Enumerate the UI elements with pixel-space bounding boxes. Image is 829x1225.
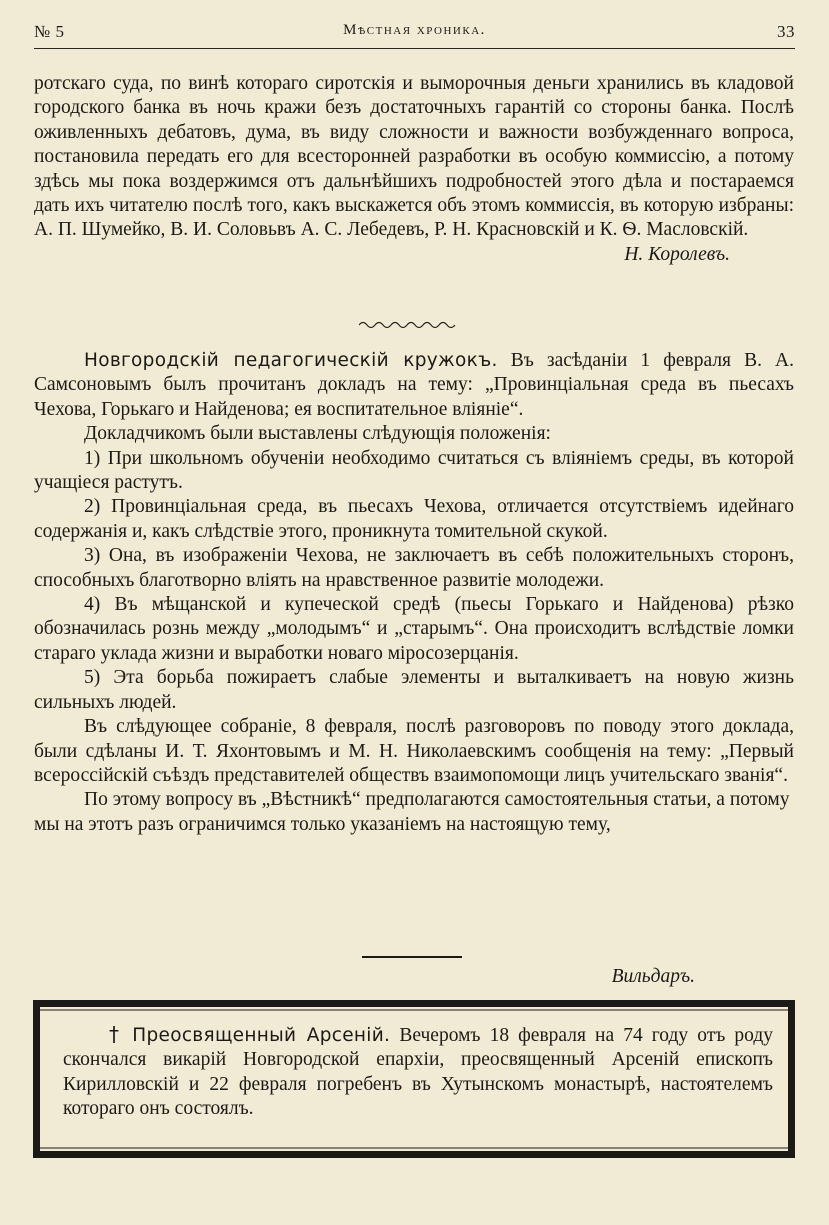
pedagogical-circle-report bbox=[34, 349, 794, 837]
thesis-2: 2) Провинціальная среда, въ пьесахъ Чехова, отличается отсутствіемъ идейнаго содержанія и, какъ слѣдствіе этого, проникнута томительной скукой. bbox=[34, 496, 794, 542]
obituary-heading: Преосвященный Арсеній. bbox=[132, 1025, 391, 1046]
report-intro-text: Въ засѣданіи 1 февраля В. А. Самсоновымъ былъ прочитанъ докладъ на тему: „Провинціальная среда въ пьесахъ Чехова, Горькаго и Найденова; ея воспитательное вліяніе“. bbox=[34, 350, 795, 420]
article-signature: Н. Королевъ. bbox=[624, 243, 730, 265]
report-heading: Новгородскій педагогическій кружокъ. bbox=[84, 350, 498, 371]
next-meeting: Въ слѣдующее собраніе, 8 февраля, послѣ разговоровъ по поводу этого доклада, были сдѣланы И. Т. Яхонтовымъ и М. Н. Николаевскимъ сообщенія на тему: „Первый всероссійскій съѣздъ представителей обществъ взаимопомощи лицъ учительскаго званія“. bbox=[34, 716, 794, 786]
thesis-3: 3) Она, въ изображеніи Чехова, не заключаетъ въ себѣ положительныхъ сторонъ, способныхъ благотворно вліять на нравственное развитіе молодежи. bbox=[34, 545, 794, 591]
wavy-divider bbox=[359, 320, 457, 330]
signature-rule bbox=[362, 956, 462, 958]
section-title: Мѣстная хроника. bbox=[343, 22, 486, 38]
thesis-4: 4) Въ мѣщанской и купеческой средѣ (пьесы Горькаго и Найденова) рѣзко обозначилась рознь между „молодымъ“ и „старымъ“. Она происходитъ вслѣдствіе ломки стараго уклада жизни и выработки новаго міросозерцанія. bbox=[34, 594, 794, 664]
header-rule bbox=[34, 48, 795, 49]
page-number: 33 bbox=[777, 22, 795, 41]
article-text: ротскаго суда, по винѣ котораго сиротскія и выморочныя деньги хранились въ кладовой городского банка въ ночь кражи безъ достаточныхъ гарантій со стороны банка. Послѣ оживленныхъ дебатовъ, дума, въ виду сложности и важности возбужденнаго вопроса, постановила передать его для всесторонней разработки въ особую коммиссію, а потому здѣсь мы пока воздержимся отъ дальнѣйшихъ подробностей этого дѣла и постараемся дать ихъ читателю послѣ того, какъ выскажется объ этомъ коммиссія, въ которую избраны: А. П. Шумейко, В. И. Соловьвъ А. С. Лебедевъ, Р. Н. Красновскій и К. Ѳ. Масловскій. bbox=[34, 73, 794, 241]
report-lead: Докладчикомъ были выставлены слѣдующія положенія: bbox=[84, 423, 551, 445]
report-signature: Вильдаръ. bbox=[611, 966, 695, 987]
running-header bbox=[34, 22, 795, 44]
obituary-text bbox=[63, 1022, 773, 1122]
report-final: По этому вопросу въ „Вѣстникѣ“ предполагаются самостоятельныя статьи, а потому мы на этотъ разъ ограничимся только указаніемъ на настоящую тему, bbox=[34, 789, 790, 835]
thesis-5: 5) Эта борьба пожираетъ слабые элементы и выталкиваетъ на новую жизнь сильныхъ людей. bbox=[34, 667, 794, 713]
issue-number: № 5 bbox=[34, 22, 65, 41]
thesis-1: 1) При школьномъ обученіи необходимо считаться съ вліяніемъ среды, въ которой учащіеся растутъ. bbox=[34, 447, 794, 494]
cross-icon: † bbox=[109, 1022, 124, 1046]
report-intro bbox=[34, 349, 794, 422]
obituary-box bbox=[33, 1000, 795, 1158]
obituary-body: Вечеромъ 18 февраля на 74 году отъ роду скончался викарій Новгородской епархіи, преосвященный Арсеній епископъ Кирилловскій и 22 февраля погребенъ въ Хутынскомъ монастырѣ, настоятелемъ котораго онъ состоялъ. bbox=[63, 1025, 773, 1120]
article-continuation bbox=[34, 72, 794, 267]
